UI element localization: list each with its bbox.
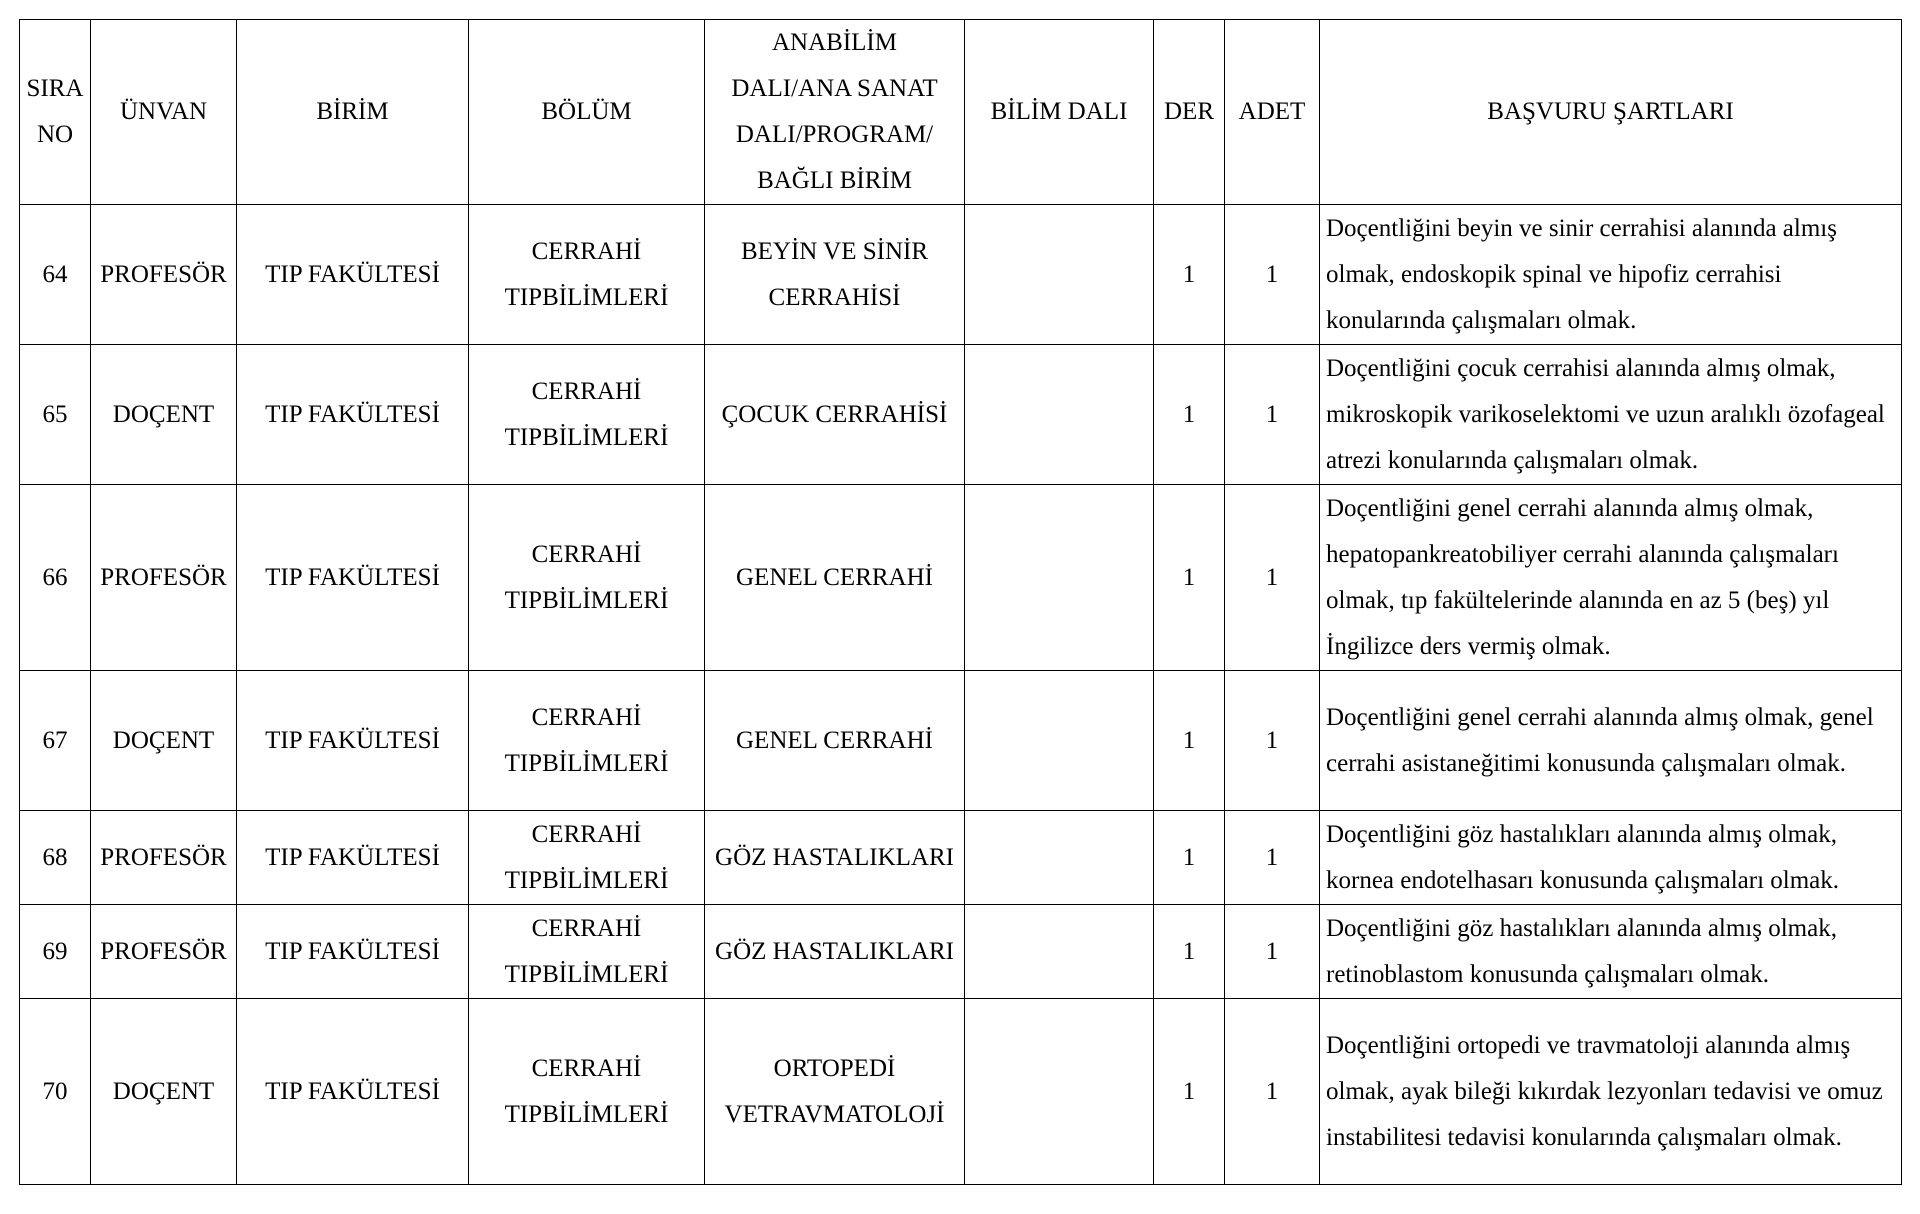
header-bolum: BÖLÜM: [469, 20, 705, 205]
cell-basvuru-sartlari: Doçentliğini göz hastalıkları alanında almış olmak, retinoblastom konusunda çalışmaları olmak.: [1320, 905, 1902, 999]
cell-unvan: PROFESÖR: [91, 205, 237, 345]
header-sira-no: SIRA NO: [20, 20, 91, 205]
cell-birim: TIP FAKÜLTESİ: [237, 485, 469, 671]
header-adet: ADET: [1225, 20, 1320, 205]
cell-unvan: PROFESÖR: [91, 905, 237, 999]
cell-bolum: CERRAHİ TIPBİLİMLERİ: [469, 905, 705, 999]
header-row: [20, 20, 1902, 205]
cell-bolum: CERRAHİ TIPBİLİMLERİ: [469, 485, 705, 671]
table-header: [20, 20, 1902, 205]
faculty-positions-table: [19, 19, 1902, 1185]
cell-anabilim: GENEL CERRAHİ: [705, 671, 965, 811]
cell-adet: 1: [1225, 345, 1320, 485]
cell-anabilim: ORTOPEDİ VETRAVMATOLOJİ: [705, 999, 965, 1185]
cell-adet: 1: [1225, 905, 1320, 999]
header-unvan: ÜNVAN: [91, 20, 237, 205]
cell-sira: 64: [20, 205, 91, 345]
header-der: DER: [1154, 20, 1225, 205]
cell-sira: 68: [20, 811, 91, 905]
cell-der: 1: [1154, 671, 1225, 811]
cell-anabilim: GÖZ HASTALIKLARI: [705, 905, 965, 999]
cell-adet: 1: [1225, 671, 1320, 811]
cell-der: 1: [1154, 485, 1225, 671]
cell-bolum: CERRAHİ TIPBİLİMLERİ: [469, 811, 705, 905]
cell-basvuru-sartlari: Doçentliğini genel cerrahi alanında almış olmak, genel cerrahi asistaneğitimi konusunda çalışmaları olmak.: [1320, 671, 1902, 811]
cell-anabilim: GÖZ HASTALIKLARI: [705, 811, 965, 905]
cell-birim: TIP FAKÜLTESİ: [237, 345, 469, 485]
cell-unvan: DOÇENT: [91, 345, 237, 485]
cell-adet: 1: [1225, 205, 1320, 345]
cell-der: 1: [1154, 811, 1225, 905]
cell-bilim-dali: [965, 999, 1154, 1185]
cell-unvan: PROFESÖR: [91, 811, 237, 905]
cell-bolum: CERRAHİ TIPBİLİMLERİ: [469, 345, 705, 485]
header-basvuru-sartlari: BAŞVURU ŞARTLARI: [1320, 20, 1902, 205]
table-row: [20, 345, 1902, 485]
cell-bolum: CERRAHİ TIPBİLİMLERİ: [469, 205, 705, 345]
cell-bilim-dali: [965, 905, 1154, 999]
cell-unvan: PROFESÖR: [91, 485, 237, 671]
cell-unvan: DOÇENT: [91, 671, 237, 811]
cell-der: 1: [1154, 905, 1225, 999]
cell-basvuru-sartlari: Doçentliğini genel cerrahi alanında almış olmak, hepatopankreatobiliyer cerrahi alanında çalışmaları olmak, tıp fakültelerinde alanında en az 5 (beş) yıl İngilizce ders vermiş olmak.: [1320, 485, 1902, 671]
cell-adet: 1: [1225, 999, 1320, 1185]
cell-bilim-dali: [965, 671, 1154, 811]
cell-anabilim: BEYİN VE SİNİR CERRAHİSİ: [705, 205, 965, 345]
cell-sira: 69: [20, 905, 91, 999]
cell-sira: 66: [20, 485, 91, 671]
cell-adet: 1: [1225, 485, 1320, 671]
table-row: [20, 999, 1902, 1185]
table-row: [20, 671, 1902, 811]
table-body: [20, 205, 1902, 1185]
cell-birim: TIP FAKÜLTESİ: [237, 205, 469, 345]
cell-unvan: DOÇENT: [91, 999, 237, 1185]
cell-der: 1: [1154, 205, 1225, 345]
cell-anabilim: GENEL CERRAHİ: [705, 485, 965, 671]
header-birim: BİRİM: [237, 20, 469, 205]
cell-sira: 67: [20, 671, 91, 811]
cell-anabilim: ÇOCUK CERRAHİSİ: [705, 345, 965, 485]
cell-basvuru-sartlari: Doçentliğini çocuk cerrahisi alanında almış olmak, mikroskopik varikoselektomi ve uzun aralıklı özofageal atrezi konularında çalışmaları olmak.: [1320, 345, 1902, 485]
cell-sira: 70: [20, 999, 91, 1185]
cell-bolum: CERRAHİ TIPBİLİMLERİ: [469, 671, 705, 811]
cell-der: 1: [1154, 345, 1225, 485]
cell-birim: TIP FAKÜLTESİ: [237, 811, 469, 905]
cell-bilim-dali: [965, 485, 1154, 671]
cell-bilim-dali: [965, 205, 1154, 345]
cell-bolum: CERRAHİ TIPBİLİMLERİ: [469, 999, 705, 1185]
cell-bilim-dali: [965, 345, 1154, 485]
table-row: [20, 905, 1902, 999]
cell-sira: 65: [20, 345, 91, 485]
table-row: [20, 205, 1902, 345]
cell-birim: TIP FAKÜLTESİ: [237, 999, 469, 1185]
cell-bilim-dali: [965, 811, 1154, 905]
cell-basvuru-sartlari: Doçentliğini ortopedi ve travmatoloji alanında almış olmak, ayak bileği kıkırdak lezyonları tedavisi ve omuz instabilitesi tedavisi konularında çalışmaları olmak.: [1320, 999, 1902, 1185]
cell-basvuru-sartlari: Doçentliğini beyin ve sinir cerrahisi alanında almış olmak, endoskopik spinal ve hipofiz cerrahisi konularında çalışmaları olmak.: [1320, 205, 1902, 345]
header-anabilim-dali: ANABİLİM DALI/ANA SANAT DALI/PROGRAM/ BAĞLI BİRİM: [705, 20, 965, 205]
cell-der: 1: [1154, 999, 1225, 1185]
table-row: [20, 811, 1902, 905]
header-bilim-dali: BİLİM DALI: [965, 20, 1154, 205]
cell-birim: TIP FAKÜLTESİ: [237, 671, 469, 811]
cell-birim: TIP FAKÜLTESİ: [237, 905, 469, 999]
cell-basvuru-sartlari: Doçentliğini göz hastalıkları alanında almış olmak, kornea endotelhasarı konusunda çalışmaları olmak.: [1320, 811, 1902, 905]
table-row: [20, 485, 1902, 671]
cell-adet: 1: [1225, 811, 1320, 905]
